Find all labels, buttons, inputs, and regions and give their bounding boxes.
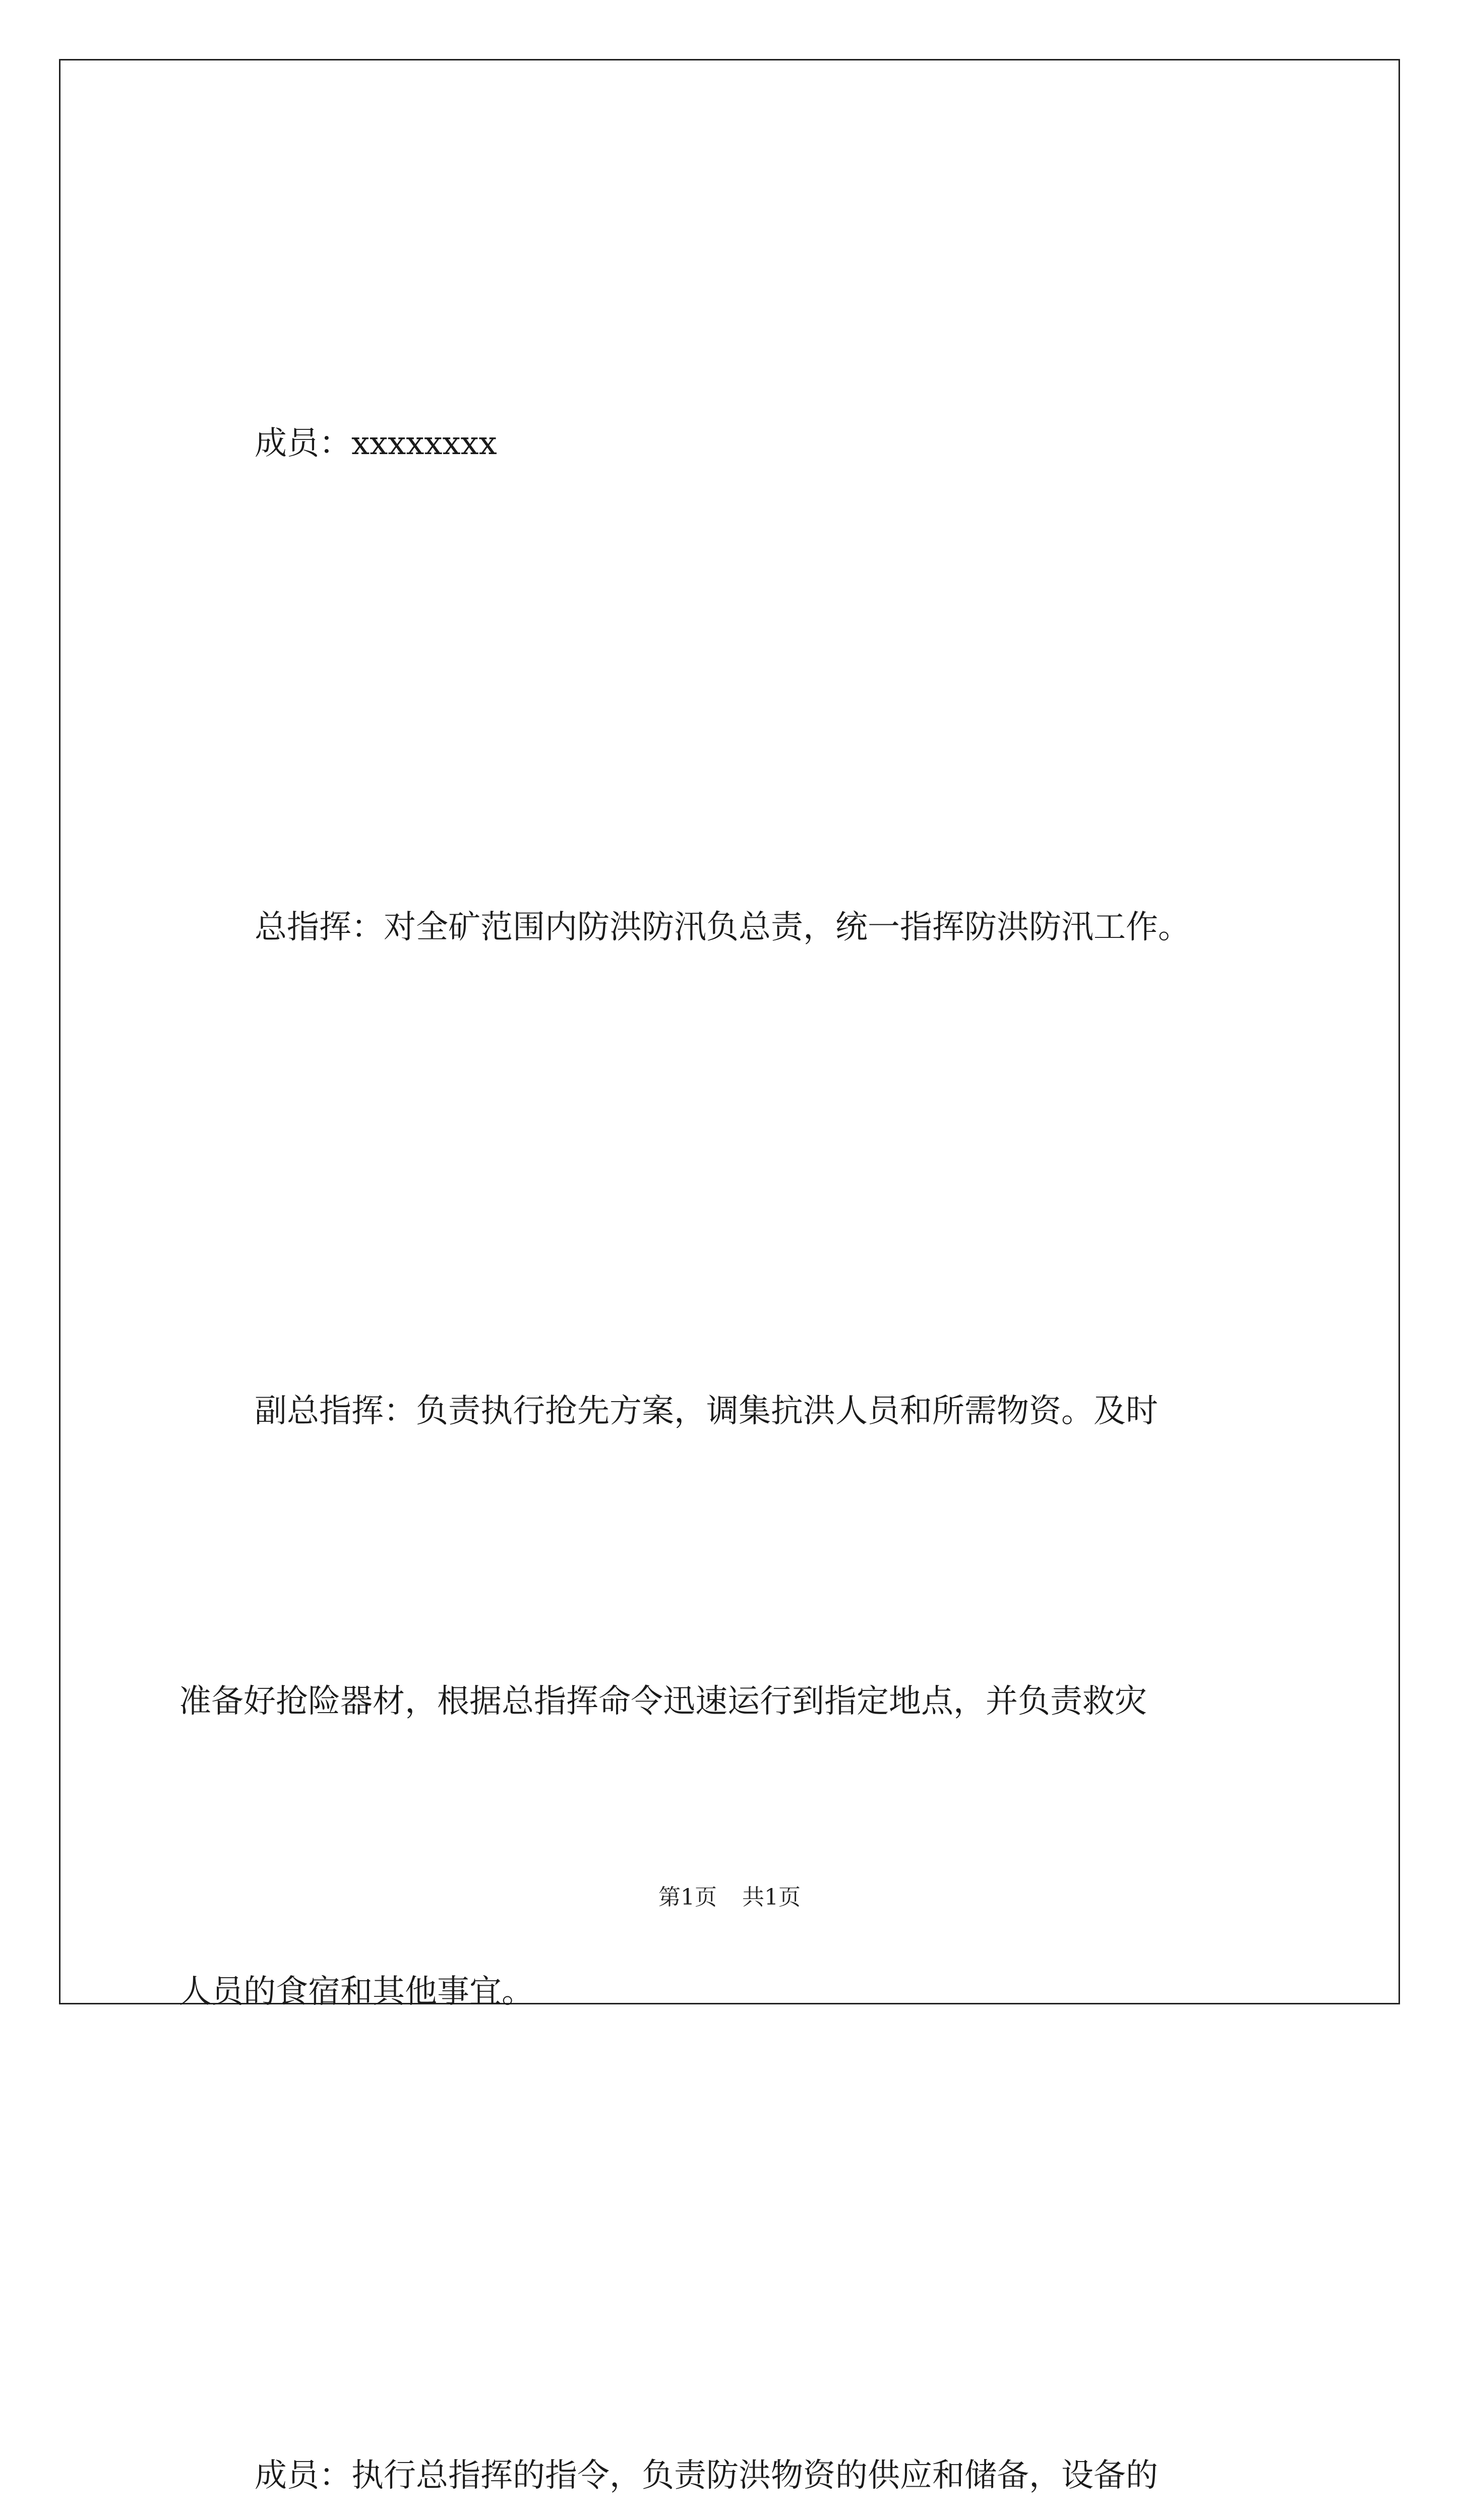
- paragraph-member-list: [179, 202, 1283, 685]
- text-line: 总指挥：对全矿范围内防洪防汛负总责，统一指挥防洪防汛工作。: [255, 909, 1190, 946]
- page-footer: [0, 1882, 1459, 1913]
- text-line: 成员：执行总指挥的指令，负责防洪物资的供应和储备，设备的: [255, 2457, 1158, 2494]
- text-line: 副总指挥：负责执行抢先方案，调集抗洪人员和所需物资。及时: [255, 1393, 1158, 1430]
- document-body: [179, 202, 1283, 2520]
- text-line: 准备好抢险器材，根据总指挥命令迅速运行到指定地点，并负责救灾: [179, 1683, 1147, 1720]
- paragraph-deputy-commander: [179, 1169, 1283, 2234]
- text-line: 人员的食宿和其他事宜。: [179, 1973, 534, 2010]
- paragraph-members-duties: [179, 2234, 1283, 2520]
- page-total: 共1页: [742, 1884, 801, 1910]
- page-number: 第1页: [658, 1884, 717, 1910]
- text-line: 成员：xxxxxxxx: [255, 425, 497, 462]
- paragraph-commander: [179, 685, 1283, 1169]
